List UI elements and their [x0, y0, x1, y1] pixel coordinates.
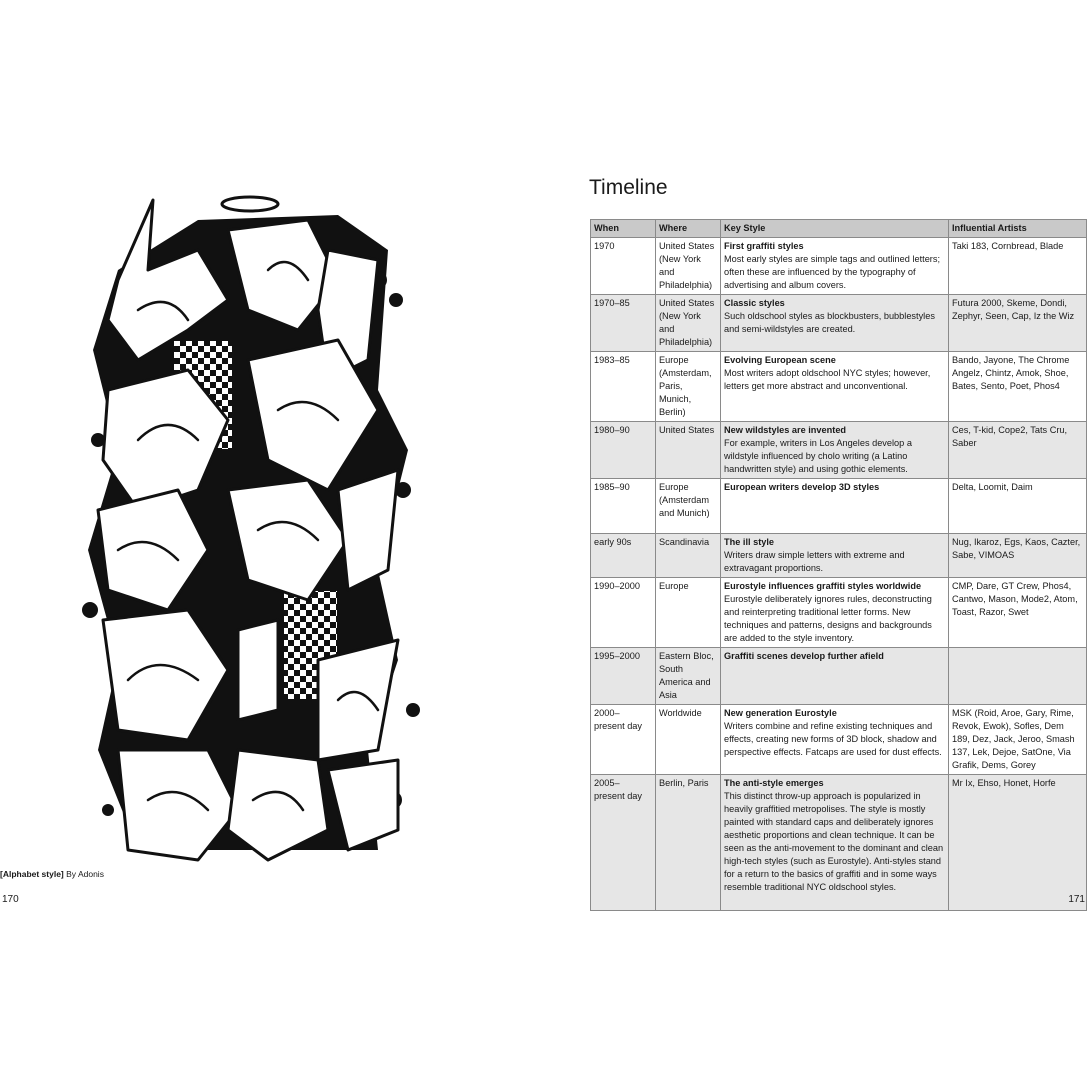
key-style-heading: New wildstyles are invented [724, 425, 847, 435]
page-number-right: 171 [1068, 894, 1085, 905]
page-number-left: 170 [2, 894, 19, 905]
cell-when: 1970–85 [591, 295, 656, 352]
cell-when: 1980–90 [591, 422, 656, 479]
cell-artists [949, 648, 1087, 705]
caption-title: [Alphabet style] [0, 869, 64, 879]
key-style-heading: The ill style [724, 537, 775, 547]
cell-key-style [721, 775, 949, 911]
key-style-heading: Classic styles [724, 298, 785, 308]
cell-artists: Delta, Loomit, Daim [949, 479, 1087, 534]
header-influential-artists: Influential Artists [949, 220, 1087, 238]
cell-key-style [721, 422, 949, 479]
cell-artists: MSK (Roid, Aroe, Gary, Rime, Revok, Ewok), Sofles, Dem 189, Dez, Jack, Jeroo, Smash 137, Lek, Dejoe, SatOne, Via Grafik, Dems, Gorey [949, 705, 1087, 775]
table-header-row [591, 220, 1087, 238]
table-row [591, 295, 1087, 352]
cell-artists: Ces, T-kid, Cope2, Tats Cru, Saber [949, 422, 1087, 479]
cell-artists: CMP, Dare, GT Crew, Phos4, Cantwo, Mason, Mode2, Atom, Toast, Razor, Swet [949, 578, 1087, 648]
cell-key-style [721, 648, 949, 705]
cell-where: Eastern Bloc, South America and Asia [656, 648, 721, 705]
key-style-heading: First graffiti styles [724, 241, 804, 251]
graffiti-alphabet-artwork [78, 190, 423, 870]
key-style-description: Writers combine and refine existing techniques and effects, creating new forms of 3D block, shadow and perspective effects. Fatcaps are used for dust effects. [724, 721, 942, 757]
key-style-description: This distinct throw-up approach is popularized in heavily graffitied metropolises. The style is mostly painted with standard caps and deliberately ignores aesthetic proportions and clean technique. It can be seen as the anti-movement to the dominant and clean high-tech styles (such as Eurostyle). Anti-styles stand for a return to the basics of graffiti and in some ways resemble traditional NYC oldschool styles. [724, 791, 944, 892]
cell-when: 1985–90 [591, 479, 656, 534]
cell-when: 2000– present day [591, 705, 656, 775]
key-style-heading: Eurostyle influences graffiti styles worldwide [724, 581, 922, 591]
cell-when: 1970 [591, 238, 656, 295]
cell-where: United States [656, 422, 721, 479]
cell-key-style [721, 705, 949, 775]
table-row [591, 238, 1087, 295]
cell-where: Worldwide [656, 705, 721, 775]
key-style-description: Such oldschool styles as blockbusters, bubblestyles and semi-wildstyles are created. [724, 311, 935, 334]
table-row [591, 479, 1087, 534]
key-style-description: Most writers adopt oldschool NYC styles; however, letters get more abstract and unconventional. [724, 368, 931, 391]
cell-where: Berlin, Paris [656, 775, 721, 911]
key-style-heading: The anti-style emerges [724, 778, 824, 788]
cell-where: Scandinavia [656, 534, 721, 578]
table-row [591, 648, 1087, 705]
table-row [591, 578, 1087, 648]
artwork-caption [0, 869, 104, 879]
timeline-table [590, 219, 1087, 911]
table-row [591, 705, 1087, 775]
cell-when: 1983–85 [591, 352, 656, 422]
cell-where: Europe [656, 578, 721, 648]
header-where: Where [656, 220, 721, 238]
table-row [591, 422, 1087, 479]
key-style-heading: European writers develop 3D styles [724, 482, 880, 492]
cell-key-style [721, 238, 949, 295]
table-row [591, 352, 1087, 422]
cell-when: 2005– present day [591, 775, 656, 911]
key-style-heading: Evolving European scene [724, 355, 836, 365]
key-style-description: Eurostyle deliberately ignores rules, deconstructing and reinterpreting traditional letter forms. New techniques and patterns, designs and backgrounds are added to the style inventory. [724, 594, 932, 643]
cell-where: United States (New York and Philadelphia) [656, 295, 721, 352]
cell-where: Europe (Amsterdam and Munich) [656, 479, 721, 534]
cell-key-style [721, 295, 949, 352]
table-row [591, 775, 1087, 911]
cell-key-style [721, 479, 949, 534]
cell-artists: Nug, Ikaroz, Egs, Kaos, Cazter, Sabe, VIMOAS [949, 534, 1087, 578]
cell-where: Europe (Amsterdam, Paris, Munich, Berlin) [656, 352, 721, 422]
cell-key-style [721, 352, 949, 422]
cell-artists: Futura 2000, Skeme, Dondi, Zephyr, Seen, Cap, Iz the Wiz [949, 295, 1087, 352]
key-style-description: Writers draw simple letters with extreme and extravagant proportions. [724, 550, 905, 573]
header-key-style: Key Style [721, 220, 949, 238]
cell-key-style [721, 534, 949, 578]
table-row [591, 534, 1087, 578]
cell-when: early 90s [591, 534, 656, 578]
key-style-description: Most early styles are simple tags and outlined letters; often these are influenced by the typography of advertising and album covers. [724, 254, 941, 290]
cell-key-style [721, 578, 949, 648]
cell-artists: Bando, Jayone, The Chrome Angelz, Chintz, Amok, Shoe, Bates, Sento, Poet, Phos4 [949, 352, 1087, 422]
cell-artists: Taki 183, Cornbread, Blade [949, 238, 1087, 295]
key-style-description: For example, writers in Los Angeles develop a wildstyle influenced by cholo writing (a Latino handwritten style) and using gothic elements. [724, 438, 912, 474]
caption-byline: By Adonis [66, 869, 104, 879]
key-style-heading: Graffiti scenes develop further afield [724, 651, 884, 661]
cell-when: 1995–2000 [591, 648, 656, 705]
cell-when: 1990–2000 [591, 578, 656, 648]
key-style-heading: New generation Eurostyle [724, 708, 837, 718]
cell-artists: Mr Ix, Ehso, Honet, Horfe [949, 775, 1087, 911]
page-title: Timeline [589, 176, 668, 199]
header-when: When [591, 220, 656, 238]
cell-where: United States (New York and Philadelphia) [656, 238, 721, 295]
